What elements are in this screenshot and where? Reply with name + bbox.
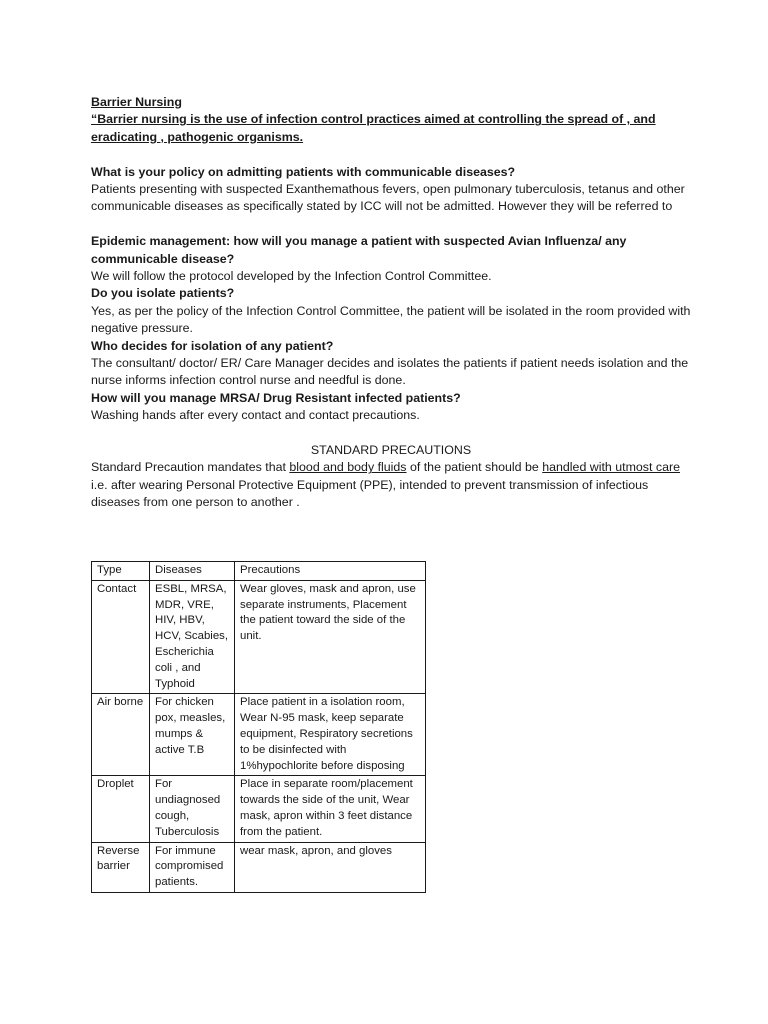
definition-text: “Barrier nursing is the use of infection control practices aimed at controlling the spread of , and eradicating , pathogenic organisms. bbox=[91, 112, 656, 144]
header-precautions: Precautions bbox=[235, 562, 426, 581]
precautions-cell: Place in separate room/placement towards the side of the unit, Wear mask, apron within 3 feet distance from the patient. bbox=[235, 776, 426, 842]
standard-text-part1: Standard Precaution mandates that bbox=[91, 460, 290, 475]
precautions-table bbox=[91, 561, 426, 893]
type-cell: Droplet bbox=[92, 776, 150, 842]
diseases-cell: For immune compromised patients. bbox=[150, 842, 235, 892]
question-who-decides: Who decides for isolation of any patient? bbox=[91, 338, 334, 353]
standard-text-part2: of the patient should be bbox=[406, 460, 543, 475]
spacer bbox=[91, 146, 691, 163]
spacer bbox=[91, 216, 691, 233]
answer-who-decides: The consultant/ doctor/ ER/ Care Manager decides and isolates the patients if patient needs isolation and the nurse informs infection control nurse and needful is done. bbox=[91, 356, 689, 388]
document-title: Barrier Nursing bbox=[91, 95, 182, 109]
handled-with-care-text: handled with utmost care bbox=[542, 460, 680, 475]
diseases-cell: For undiagnosed cough, Tuberculosis bbox=[150, 776, 235, 842]
header-diseases: Diseases bbox=[150, 562, 235, 581]
type-cell: Air borne bbox=[92, 694, 150, 776]
diseases-cell: For chicken pox, measles, mumps & active T.B bbox=[150, 694, 235, 776]
question-policy: What is your policy on admitting patients with communicable diseases? bbox=[91, 164, 516, 179]
table-row bbox=[92, 842, 426, 892]
question-mrsa: How will you manage MRSA/ Drug Resistant infected patients? bbox=[91, 390, 461, 405]
precautions-cell: wear mask, apron, and gloves bbox=[235, 842, 426, 892]
answer-isolate: Yes, as per the policy of the Infection Control Committee, the patient will be isolated in the room provided with negative pressure. bbox=[91, 303, 691, 336]
table-row bbox=[92, 694, 426, 776]
document-body bbox=[91, 94, 691, 512]
standard-text-part3: i.e. after wearing Personal Protective Equipment (PPE), intended to prevent transmission of infectious diseases from one person to another . bbox=[91, 477, 649, 510]
type-cell: Contact bbox=[92, 580, 150, 694]
header-type: Type bbox=[92, 562, 150, 581]
answer-policy: Patients presenting with suspected Exanthemathous fevers, open pulmonary tuberculosis, tetanus and other communicable diseases as specifically stated by ICC will not be admitted. However they will be referred to bbox=[91, 182, 685, 214]
standard-precautions-paragraph bbox=[91, 459, 691, 511]
blood-body-fluids-text: blood and body fluids bbox=[289, 460, 407, 475]
precautions-cell: Place patient in a isolation room, Wear N-95 mask, keep separate equipment, Respiratory secretions to be disinfected with 1%hypochlorite before disposing bbox=[235, 694, 426, 776]
answer-epidemic: We will follow the protocol developed by the Infection Control Committee. bbox=[91, 269, 492, 284]
table-row bbox=[92, 580, 426, 694]
type-cell: Reverse barrier bbox=[92, 842, 150, 892]
section-heading-standard-precautions: STANDARD PRECAUTIONS bbox=[310, 443, 472, 458]
answer-mrsa: Washing hands after every contact and contact precautions. bbox=[91, 408, 420, 423]
precautions-cell: Wear gloves, mask and apron, use separate instruments, Placement the patient toward the side of the unit. bbox=[235, 580, 426, 694]
table-row bbox=[92, 776, 426, 842]
table-header-row bbox=[92, 562, 426, 581]
spacer bbox=[91, 425, 691, 442]
diseases-cell: ESBL, MRSA, MDR, VRE, HIV, HBV, HCV, Scabies, Escherichia coli , and Typhoid bbox=[150, 580, 235, 694]
question-isolate: Do you isolate patients? bbox=[91, 286, 235, 301]
question-epidemic: Epidemic management: how will you manage a patient with suspected Avian Influenza/ any communicable disease? bbox=[91, 234, 627, 266]
